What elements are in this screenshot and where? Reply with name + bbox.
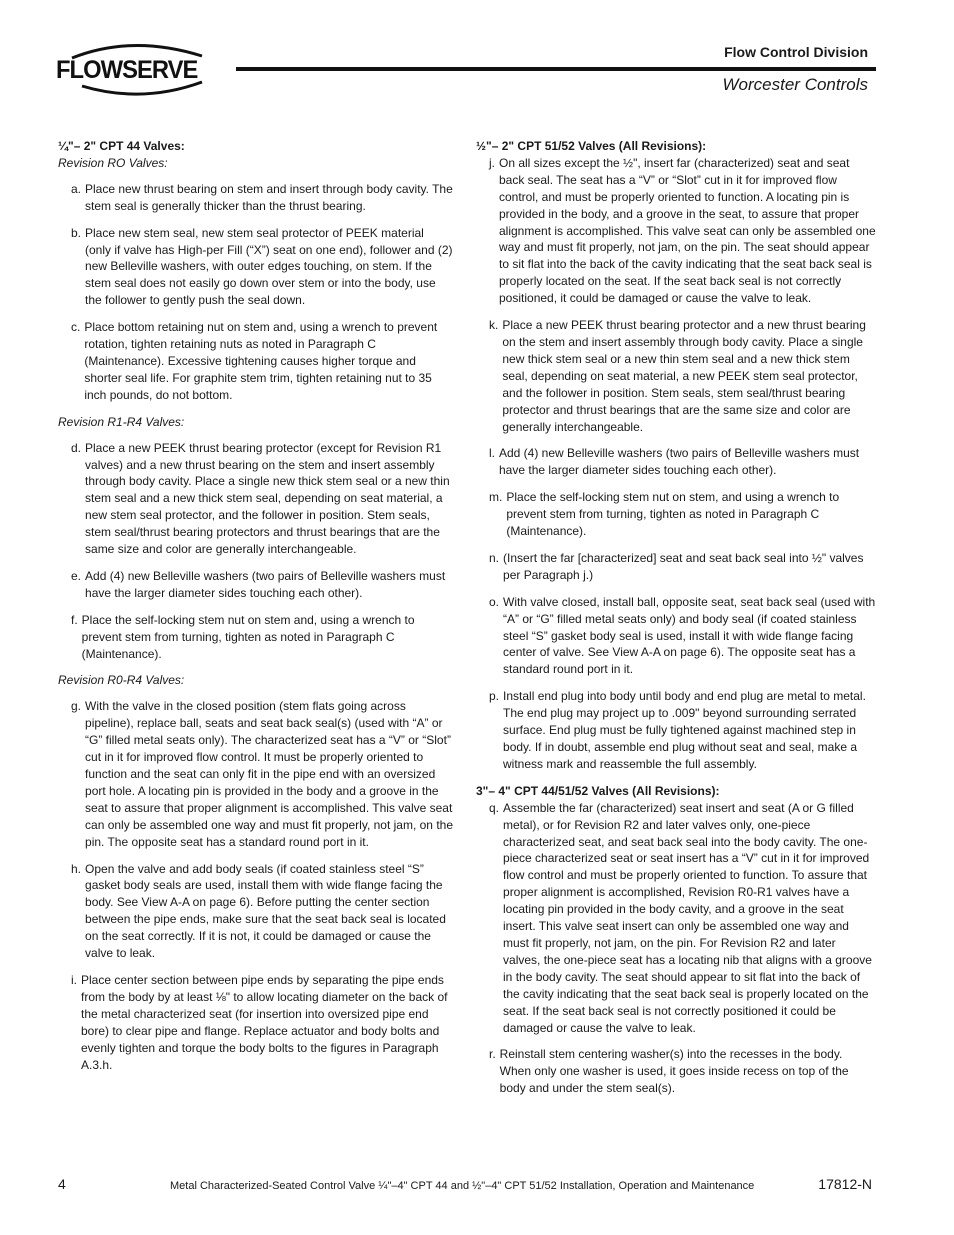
item-text: Open the valve and add body seals (if coated stainless steel “S” gasket body seals are used, install them with wide flange facing the body. See View A-A on page 6). Before putting the center section between the pipe ends, make sure that the seat back seal is located on the seat correctly. If it is not, it could be damaged or cause the valve to leak. <box>85 861 446 961</box>
list-item <box>58 861 453 962</box>
item-text: Install end plug into body until body and end plug are metal to metal. The end plug may project up to .009" beyond surrounding serrated surface. End plug must be fully tightened against machined step in body. If in doubt, assemble end plug without seat and seal, make a witness mark and reassemble the full assembly. <box>503 689 866 771</box>
item-label: r. <box>489 1047 496 1062</box>
item-text: Place the self-locking stem nut on stem and, using a wrench to prevent stem from turning, tighten as noted in Paragraph C (Maintenance). <box>81 612 415 661</box>
list-item <box>58 612 453 663</box>
item-label: l. <box>489 446 495 461</box>
list-item <box>58 972 453 1073</box>
list-item <box>476 317 876 435</box>
item-text: With valve closed, install ball, opposite seat, seat back seal (used with “A” or “G” filled metal seats only) and body seal (if coated stainless steel “S” gasket body seal is used, install it with wide flange facing center of valve. See View A-A on page 6). The opposite seat has a standard round port in it. <box>503 594 876 677</box>
item-text: Place bottom retaining nut on stem and, using a wrench to prevent rotation, tighten retaining nuts as noted in Paragraph C (Maintenance). Excessive tightening causes higher torque and shorter seal life. For graphite stem trim, tighten retaining nut to 35 inch pounds, do not bottom. <box>84 320 438 402</box>
item-label: h. <box>71 861 82 876</box>
list-item <box>58 698 453 850</box>
item-label: c. <box>71 320 81 335</box>
item-label: g. <box>71 699 82 714</box>
item-label: e. <box>71 568 82 583</box>
item-label: b. <box>71 225 82 240</box>
item-text: On all sizes except the ½", insert far (characterized) seat and seat back seal. The seat has a “V” or “Slot” cut in it for improved flow control, and must be properly oriented to function. A locating pin is provided in the body, and a groove in the seat, to assure that proper alignment is accomplished. This valve seat can only be assembled one way and must fit properly, not jam, on the pin. The seat should appear to sit flat into the back of the cavity indicating that the seat back seal is properly located on the seat. If the seat back seal is not correctly positioned, it could be damaged or cause the valve to leak. <box>499 155 876 306</box>
item-label: i. <box>71 972 77 987</box>
document-title: Metal Characterized-Seated Control Valve ¼"–4" CPT 44 and ½"–4" CPT 51/52 Installation, Operation and Maintenance <box>170 1180 755 1192</box>
list-item <box>58 181 453 215</box>
item-label: o. <box>489 594 500 609</box>
list-item <box>476 489 876 540</box>
list-item <box>58 568 453 602</box>
item-text: Add (4) new Belleville washers (two pairs of Belleville washers must have the larger diameter sides touching each other). <box>499 446 860 478</box>
list-item <box>58 225 453 310</box>
page-number: 4 <box>58 1176 66 1192</box>
item-label: a. <box>71 181 82 196</box>
brand-name: Worcester Controls <box>722 75 868 94</box>
item-text: Place a new PEEK thrust bearing protector and a new thrust bearing on the stem and insert assembly through body cavity. Place a single new thick stem seal or a new thin stem seal and a new thick stem seal, depending on seat material, a new PEEK stem seal protector, and the follower in position. Stem seals, stem seal/thrust bearing protector and thrust bearings that are the same size and color are generally interchangeable. <box>502 318 866 434</box>
list-item <box>58 440 453 558</box>
item-label: k. <box>489 318 499 333</box>
left-column <box>58 138 453 1083</box>
list-item <box>476 1046 876 1097</box>
division-name: Flow Control Division <box>724 44 868 60</box>
item-label: m. <box>489 490 503 505</box>
item-text: With the valve in the closed position (stem flats going across pipeline), replace ball, seats and seat back seal(s) (used with “A” or “G” filled metal seats only). The characterized seat has a “V” or “Slot” cut in it for improved flow control. It must be properly oriented to function and the seat can only fit in the pipe end with an oversized port hole. A locating pin is provided in the body and a groove in the seat to assure that proper alignment is accomplished. This valve seat can only be assembled one way and must fit properly, not jam, on the pin. The opposite seat has a standard round port in it. <box>85 699 453 849</box>
item-text: Place new stem seal, new stem seal protector of PEEK material (only if valve has High-per Fill (“X”) seat on one end), follower and (2) new Belleville washers, with outer edges touching, on stem. If the stem seal does not easily go down over stem or into the body, use the follower to gently push the seal down. <box>85 225 453 308</box>
list-item <box>476 688 876 773</box>
logo-text: FLOWSERVE <box>56 56 198 84</box>
list-item <box>476 550 876 584</box>
item-label: f. <box>71 612 78 627</box>
list-item <box>58 319 453 404</box>
list-item <box>476 800 876 1037</box>
list-item <box>476 594 876 679</box>
item-text: Assemble the far (characterized) seat insert and seat (A or G filled metal), or for Revision R2 and later valves only, one-piece characterized seat, and seat back seal into the body cavity. The one-piece characterized seat or seat insert has a “V” cut in it for improved flow control and must be properly oriented to function. To assure that proper alignment is accomplished, Revision R0-R1 valves have a locating pin provided in the body cavity, and a groove in the seat insert. This valve seat insert can only be assembled one way and must fit properly, not jam, on the pin. For Revision R2 and later valves, the one-piece seat has a locating nib that aligns with a groove in the body cavity. The seat should appear to sit flat into the back of the cavity indicating that the seat back seal is properly located on the seat. If the seat back seal is not correctly positioned it could be damaged or cause the valve to leak. <box>503 800 872 1035</box>
item-text: Place a new PEEK thrust bearing protector (except for Revision R1 valves) and a new thrust bearing on the stem and insert assembly through body cavity. Place a single new thick stem seal or a new thin stem seal and a new thick stem seal, depending on seat material, a new stem seal protector, and the follower in position. Stem seals, stem seal/thrust bearing protectors and thrust bearings that are the same size and color are generally interchangeable. <box>85 440 450 557</box>
item-label: p. <box>489 689 500 704</box>
item-label: d. <box>71 440 82 455</box>
item-label: n. <box>489 550 500 565</box>
list-item <box>476 155 876 307</box>
revision-subheading: Revision RO Valves: <box>58 155 168 170</box>
flowserve-logo <box>52 38 217 100</box>
item-label: j. <box>489 155 495 170</box>
item-text: Place new thrust bearing on stem and insert through body cavity. The stem seal is generally thicker than the thrust bearing. <box>85 181 453 213</box>
right-column <box>476 138 876 1107</box>
revision-subheading: Revision R0-R4 Valves: <box>58 673 185 688</box>
section-heading: ½"– 2" CPT 51/52 Valves (All Revisions): <box>476 139 707 153</box>
section-heading: 3"– 4" CPT 44/51/52 Valves (All Revisions): <box>476 783 720 798</box>
item-text: Place center section between pipe ends by separating the pipe ends from the body by at least ⅛" to allow locating diameter on the back of the metal characterized seat (for insertion into oversized pipe end bore) to clear pipe and flange. Replace actuator and body bolts and evenly tighten and torque the body bolts to the figures in Paragraph A.3.h. <box>81 972 448 1072</box>
item-text: Add (4) new Belleville washers (two pairs of Belleville washers must have the larger diameter sides touching each other). <box>85 568 446 600</box>
item-label: q. <box>489 800 500 815</box>
item-text: (Insert the far [characterized] seat and seat back seal into ½" valves per Paragraph j.) <box>503 550 864 582</box>
section-heading: ¼"– 2" CPT 44 Valves: <box>58 139 185 153</box>
list-item <box>476 445 876 479</box>
header-rule <box>236 67 876 71</box>
item-text: Place the self-locking stem nut on stem, and using a wrench to prevent stem from turning, tighten as noted in Paragraph C (Maintenance). <box>506 490 840 539</box>
revision-subheading: Revision R1-R4 Valves: <box>58 414 185 429</box>
document-code: 17812-N <box>818 1176 872 1192</box>
item-text: Reinstall stem centering washer(s) into the recesses in the body. When only one washer is used, it goes inside recess on top of the body and under the stem seal(s). <box>499 1047 849 1096</box>
